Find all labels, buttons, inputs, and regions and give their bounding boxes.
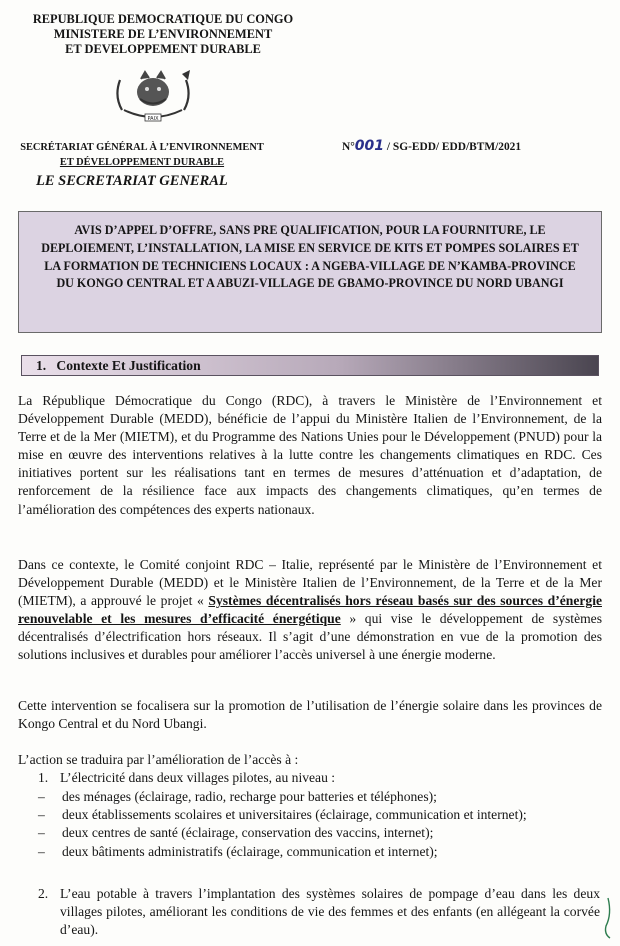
electricity-sublist xyxy=(38,788,598,861)
notice-title-box xyxy=(18,211,602,333)
notice-title: AVIS D’APPEL D’OFFRE, SANS PRE QUALIFICATION, POUR LA FOURNITURE, LE DEPLOIEMENT, L’INSTALLATION, LA MISE EN SERVICE DE KITS ET POMPES SOLAIRES ET LA FORMATION DE TECHNICIENS LOCAUX : A NGEBA-VILLAGE DE N’KAMBA-PROVINCE DU KONGO CENTRAL ET A ABUZI-VILLAGE DE GBAMO-PROVINCE DU NORD UBANGI xyxy=(41,223,579,291)
reference-suffix: / SG-EDD/ EDD/BTM/2021 xyxy=(386,141,522,153)
dash-bullet: – xyxy=(38,807,45,823)
list-item-electricity xyxy=(38,770,335,786)
dash-bullet: – xyxy=(38,825,45,841)
list-item xyxy=(38,788,598,806)
secretariat-block xyxy=(18,141,266,170)
ministry-header xyxy=(18,12,308,57)
dash-bullet: – xyxy=(38,843,45,859)
paragraph-project-end: » qui vise le développement de systèmes décentralisés d’électrification hors réseaux. Il s’agit d’une démonstration en vue de la promotion des solutions inclusives et durables pour améliorer l’accès universel à une énergie moderne. xyxy=(18,611,602,663)
paragraph-context: La République Démocratique du Congo (RDC), à travers le Ministère de l’Environnement et Développement Durable (MEDD), bénéficie de l’appui du Ministère Italien de l’Environnement, de la Terre et de la Mer (MIETM), et du Programme des Nations Unies pour le Développement (PNUD) pour la mise en œuvre des interventions relatives à la lutte contre les changements climatiques en RDC. Ces initiatives portent sur les réalisations tant en termes de mesures d’atténuation et d’adaptation, de renforcement de la résilience face aux impacts des changements climatiques, qu’en termes de l’amélioration des compétences des experts nationaux. xyxy=(18,393,602,517)
list-item-number: 1. xyxy=(38,770,49,785)
list-item-text: L’eau potable à travers l’implantation des systèmes solaires de pompage d’eau dans les deux villages pilotes, améliorant les conditions de vie des femmes et des enfants (en allégeant la corvée d’eau). xyxy=(60,886,600,938)
secretariat-line-2: ET DÉVELOPPEMENT DURABLE xyxy=(59,156,225,168)
list-item xyxy=(38,824,598,842)
section-number: 1. xyxy=(36,358,47,373)
dash-bullet: – xyxy=(38,789,45,804)
header-line-1: REPUBLIQUE DEMOCRATIQUE DU CONGO xyxy=(32,12,294,26)
list-item-text: deux établissements scolaires et universitaires (éclairage, communication et internet); xyxy=(62,807,527,823)
reference-number xyxy=(342,138,521,154)
paragraph-action-intro: L’action se traduira par l’amélioration de l’accès à : xyxy=(18,752,299,767)
secretariat-title: LE SECRETARIAT GENERAL xyxy=(36,173,228,189)
list-item-text: deux bâtiments administratifs (éclairage, communication et internet); xyxy=(62,843,438,859)
header-line-2: MINISTERE DE L’ENVIRONNEMENT xyxy=(53,27,273,41)
section-heading xyxy=(21,355,599,376)
paragraph-project-start: Dans ce contexte, le Comité conjoint RDC – Italie, représenté par le Ministère de l’Environnement et Développement Durable (MEDD) et le Ministère Italien de l’Environnement, de la Terre et de la Mer (MIETM), a approuvé le projet « xyxy=(18,557,602,609)
list-item xyxy=(38,843,598,861)
emblem-caption: PAIX xyxy=(147,116,159,122)
list-item xyxy=(38,806,598,824)
reference-prefix: N° xyxy=(342,141,355,153)
list-item-text: des ménages (éclairage, radio, recharge pour batteries et téléphones); xyxy=(62,789,437,804)
paragraph-project xyxy=(18,556,602,665)
list-item-number: 2. xyxy=(38,886,49,901)
secretariat-line-1: SECRÉTARIAT GÉNÉRAL À L’ENVIRONNEMENT xyxy=(20,142,264,153)
reference-handwritten-number: 001 xyxy=(354,138,385,154)
list-item-text: deux centres de santé (éclairage, conservation des vaccins, internet); xyxy=(62,825,434,841)
section-title: Contexte Et Justification xyxy=(56,358,201,373)
coat-of-arms-icon xyxy=(110,66,196,128)
paragraph-focus: Cette intervention se focalisera sur la promotion de l’utilisation de l’énergie solaire dans les provinces de Kongo Central et du Nord Ubangi. xyxy=(18,698,602,732)
list-item-water xyxy=(38,885,600,939)
header-line-3: ET DEVELOPPEMENT DURABLE xyxy=(65,42,261,56)
initials-mark-icon xyxy=(600,896,616,940)
project-name: Systèmes décentralisés hors réseau basés sur des sources d’énergie renouvelable et les mesures d’efficacité énergétique xyxy=(18,593,602,627)
list-item-text: L’électricité dans deux villages pilotes, au niveau : xyxy=(60,770,336,785)
